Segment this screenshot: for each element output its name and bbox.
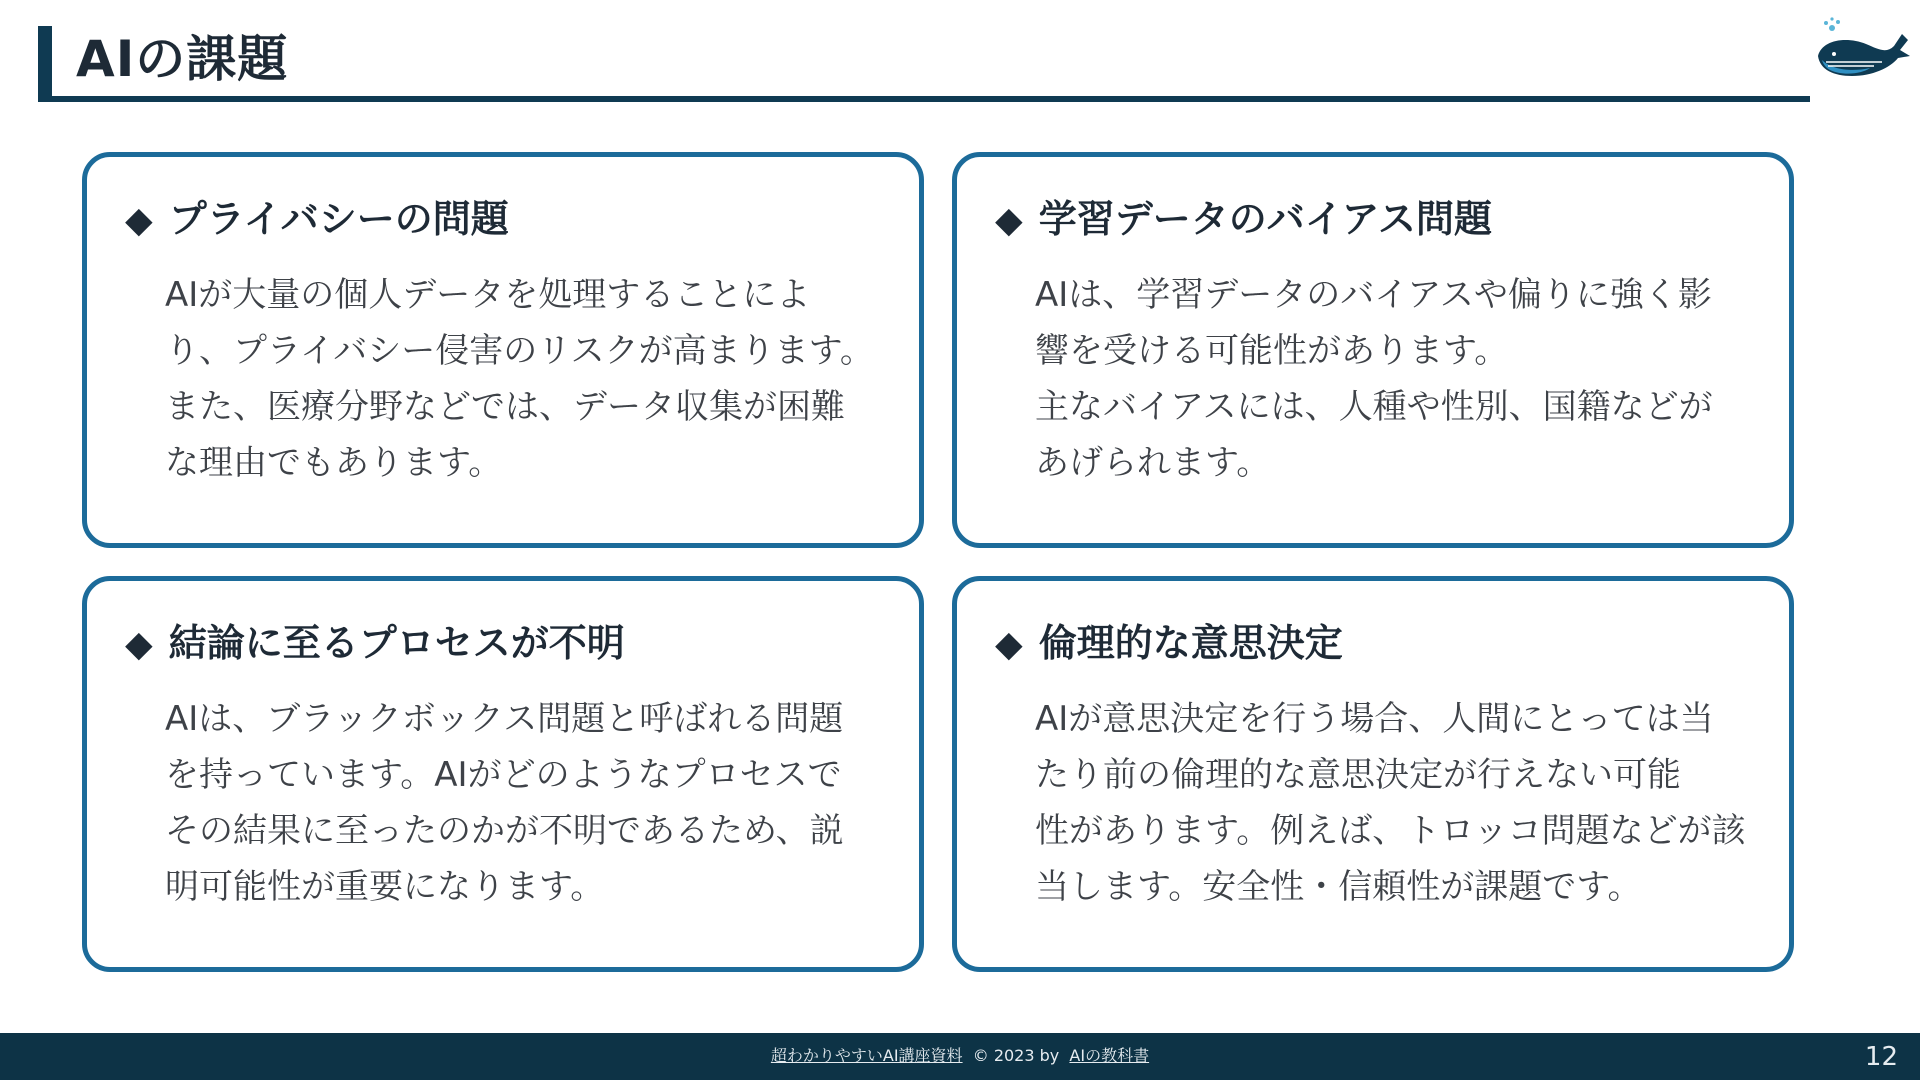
card-title [125, 193, 509, 247]
card-body-line: り、プライバシー侵害のリスクが高まります。 [165, 331, 874, 371]
card-title-text: プライバシーの問題 [168, 197, 509, 241]
card-body-line: 響を受ける可能性があります。 [1035, 331, 1509, 371]
card-body-line: な理由でもあります。 [165, 443, 503, 483]
card-body-line: AIは、学習データのバイアスや偏りに強く影 [1035, 275, 1712, 315]
card-title [995, 617, 1343, 671]
card-body-line: あげられます。 [1035, 443, 1271, 483]
card-body-line: を持っています。AIがどのようなプロセスで [165, 755, 842, 795]
title-underline [38, 96, 1810, 102]
page-number: 12 [1864, 1042, 1898, 1072]
card-body [165, 691, 885, 915]
water-spout [1824, 17, 1840, 31]
card-body-line: 性があります。例えば、トロッコ問題などが該 [1035, 811, 1746, 851]
card-ethical-decisions [952, 576, 1794, 972]
card-body-line: AIが大量の個人データを処理することによ [165, 275, 811, 315]
card-title [125, 617, 625, 671]
footer-bar [0, 1033, 1920, 1080]
card-title [995, 193, 1492, 247]
card-body-line: たり前の倫理的な意思決定が行えない可能 [1035, 755, 1681, 795]
footer-credits [0, 1045, 1920, 1067]
diamond-bullet-icon: ◆ [125, 624, 153, 665]
course-link[interactable]: 超わかりやすいAI講座資料 [770, 1046, 963, 1065]
copyright-text: © 2023 by [972, 1046, 1060, 1065]
card-black-box-process [82, 576, 924, 972]
card-body-line: AIは、ブラックボックス問題と呼ばれる問題 [165, 699, 844, 739]
diamond-bullet-icon: ◆ [125, 200, 153, 241]
card-title-text: 結論に至るプロセスが不明 [168, 621, 625, 665]
card-body-line: その結果に至ったのかが不明であるため、説 [165, 811, 844, 851]
card-title-text: 倫理的な意思決定 [1038, 621, 1343, 665]
site-link[interactable]: AIの教科書 [1069, 1046, 1150, 1065]
card-body-line: 当します。安全性・信頼性が課題です。 [1035, 867, 1642, 907]
card-body-line: AIが意思決定を行う場合、人間にとっては当 [1035, 699, 1714, 739]
diamond-bullet-icon: ◆ [995, 200, 1023, 241]
card-body [165, 267, 885, 491]
card-body [1035, 691, 1755, 915]
page-title: AIの課題 [76, 30, 289, 88]
card-privacy [82, 152, 924, 548]
diamond-bullet-icon: ◆ [995, 624, 1023, 665]
whale-logo-icon [1812, 16, 1912, 86]
card-body-line: 主なバイアスには、人種や性別、国籍などが [1035, 387, 1713, 427]
card-body-line: 明可能性が重要になります。 [165, 867, 605, 907]
card-body [1035, 267, 1755, 491]
title-accent-bar [38, 26, 52, 100]
card-training-data-bias [952, 152, 1794, 548]
card-body-line: また、医療分野などでは、データ収集が困難 [165, 387, 845, 427]
card-title-text: 学習データのバイアス問題 [1038, 197, 1493, 241]
